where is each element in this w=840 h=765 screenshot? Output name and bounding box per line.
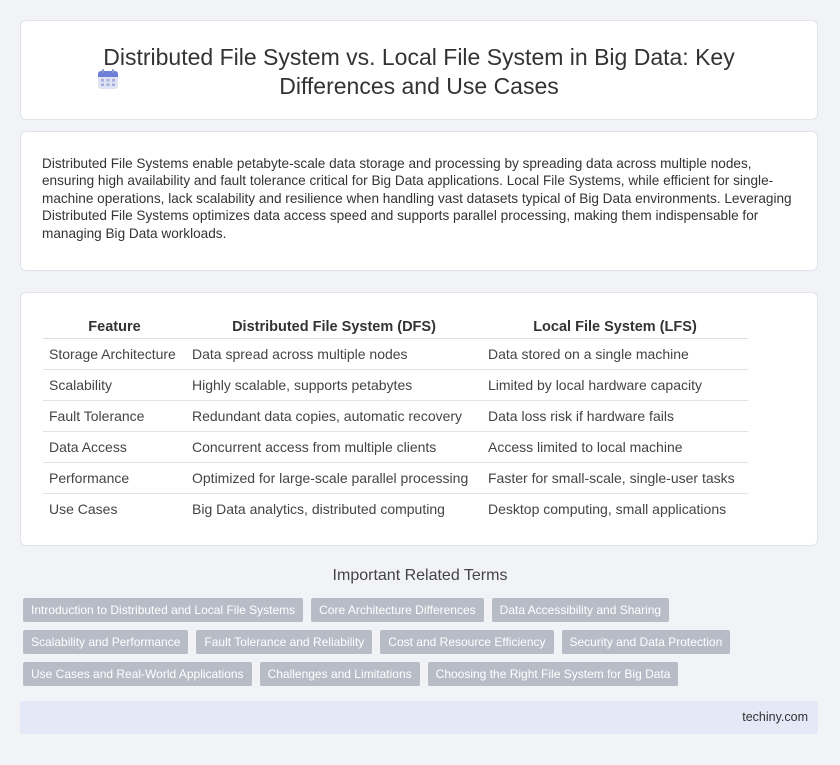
feature-cell: Data Access	[43, 432, 186, 463]
related-term-tag[interactable]: Scalability and Performance	[23, 630, 188, 654]
dfs-cell: Optimized for large-scale parallel processing	[186, 463, 482, 494]
title-card	[20, 20, 818, 120]
feature-cell: Scalability	[43, 370, 186, 401]
related-term-tag[interactable]: Data Accessibility and Sharing	[492, 598, 669, 622]
comparison-table-card	[20, 292, 818, 546]
related-term-tag[interactable]: Use Cases and Real-World Applications	[23, 662, 252, 686]
feature-cell: Performance	[43, 463, 186, 494]
comparison-table	[43, 315, 748, 524]
related-term-tag[interactable]: Choosing the Right File System for Big Data	[428, 662, 679, 686]
page-title: Distributed File System vs. Local File System in Big Data: Key Differences and Use Cases	[103, 44, 735, 99]
related-term-tag[interactable]: Core Architecture Differences	[311, 598, 484, 622]
feature-cell: Storage Architecture	[43, 339, 186, 370]
related-tags-row	[23, 630, 730, 654]
table-row	[43, 463, 748, 494]
summary-text: Distributed File Systems enable petabyte-scale data storage and processing by spreading data across multiple nodes, ensuring high availability and fault tolerance critical for Big Data applications. Local File Systems, while efficient for single-machine operations, lack scalability and resilience when handling vast datasets typical of Big Data environments. Leveraging Distributed File Systems optimizes data access speed and supports parallel processing, making them indispensable for managing Big Data workloads.	[42, 156, 792, 241]
lfs-cell: Data stored on a single machine	[482, 339, 748, 370]
summary-card	[20, 131, 818, 271]
lfs-cell: Data loss risk if hardware fails	[482, 401, 748, 432]
related-terms-heading: Important Related Terms	[332, 567, 508, 584]
related-term-tag[interactable]: Challenges and Limitations	[260, 662, 420, 686]
dfs-cell: Redundant data copies, automatic recovery	[186, 401, 482, 432]
table-row	[43, 494, 748, 525]
dfs-cell: Concurrent access from multiple clients	[186, 432, 482, 463]
column-header-feature: Feature	[43, 315, 186, 339]
lfs-cell: Limited by local hardware capacity	[482, 370, 748, 401]
lfs-cell: Access limited to local machine	[482, 432, 748, 463]
related-tags-row	[23, 598, 669, 622]
dfs-cell: Big Data analytics, distributed computing	[192, 501, 445, 517]
table-row	[43, 432, 748, 463]
table-header-row	[43, 315, 748, 339]
feature-cell: Use Cases	[49, 501, 118, 517]
related-tags-row	[23, 662, 678, 686]
related-term-tag[interactable]: Security and Data Protection	[562, 630, 731, 654]
table-row	[43, 401, 748, 432]
lfs-cell: Faster for small-scale, single-user tasks	[482, 463, 748, 494]
feature-cell: Fault Tolerance	[43, 401, 186, 432]
related-term-tag[interactable]: Introduction to Distributed and Local File Systems	[23, 598, 303, 622]
table-row	[43, 339, 748, 370]
dfs-cell: Highly scalable, supports petabytes	[186, 370, 482, 401]
footer-brand[interactable]: techiny.com	[742, 710, 808, 724]
related-term-tag[interactable]: Fault Tolerance and Reliability	[196, 630, 372, 654]
footer	[20, 701, 818, 734]
column-header-dfs: Distributed File System (DFS)	[186, 315, 482, 339]
table-row	[43, 370, 748, 401]
dfs-cell: Data spread across multiple nodes	[186, 339, 482, 370]
column-header-lfs: Local File System (LFS)	[482, 315, 748, 339]
related-term-tag[interactable]: Cost and Resource Efficiency	[380, 630, 553, 654]
lfs-cell: Desktop computing, small applications	[488, 501, 727, 517]
